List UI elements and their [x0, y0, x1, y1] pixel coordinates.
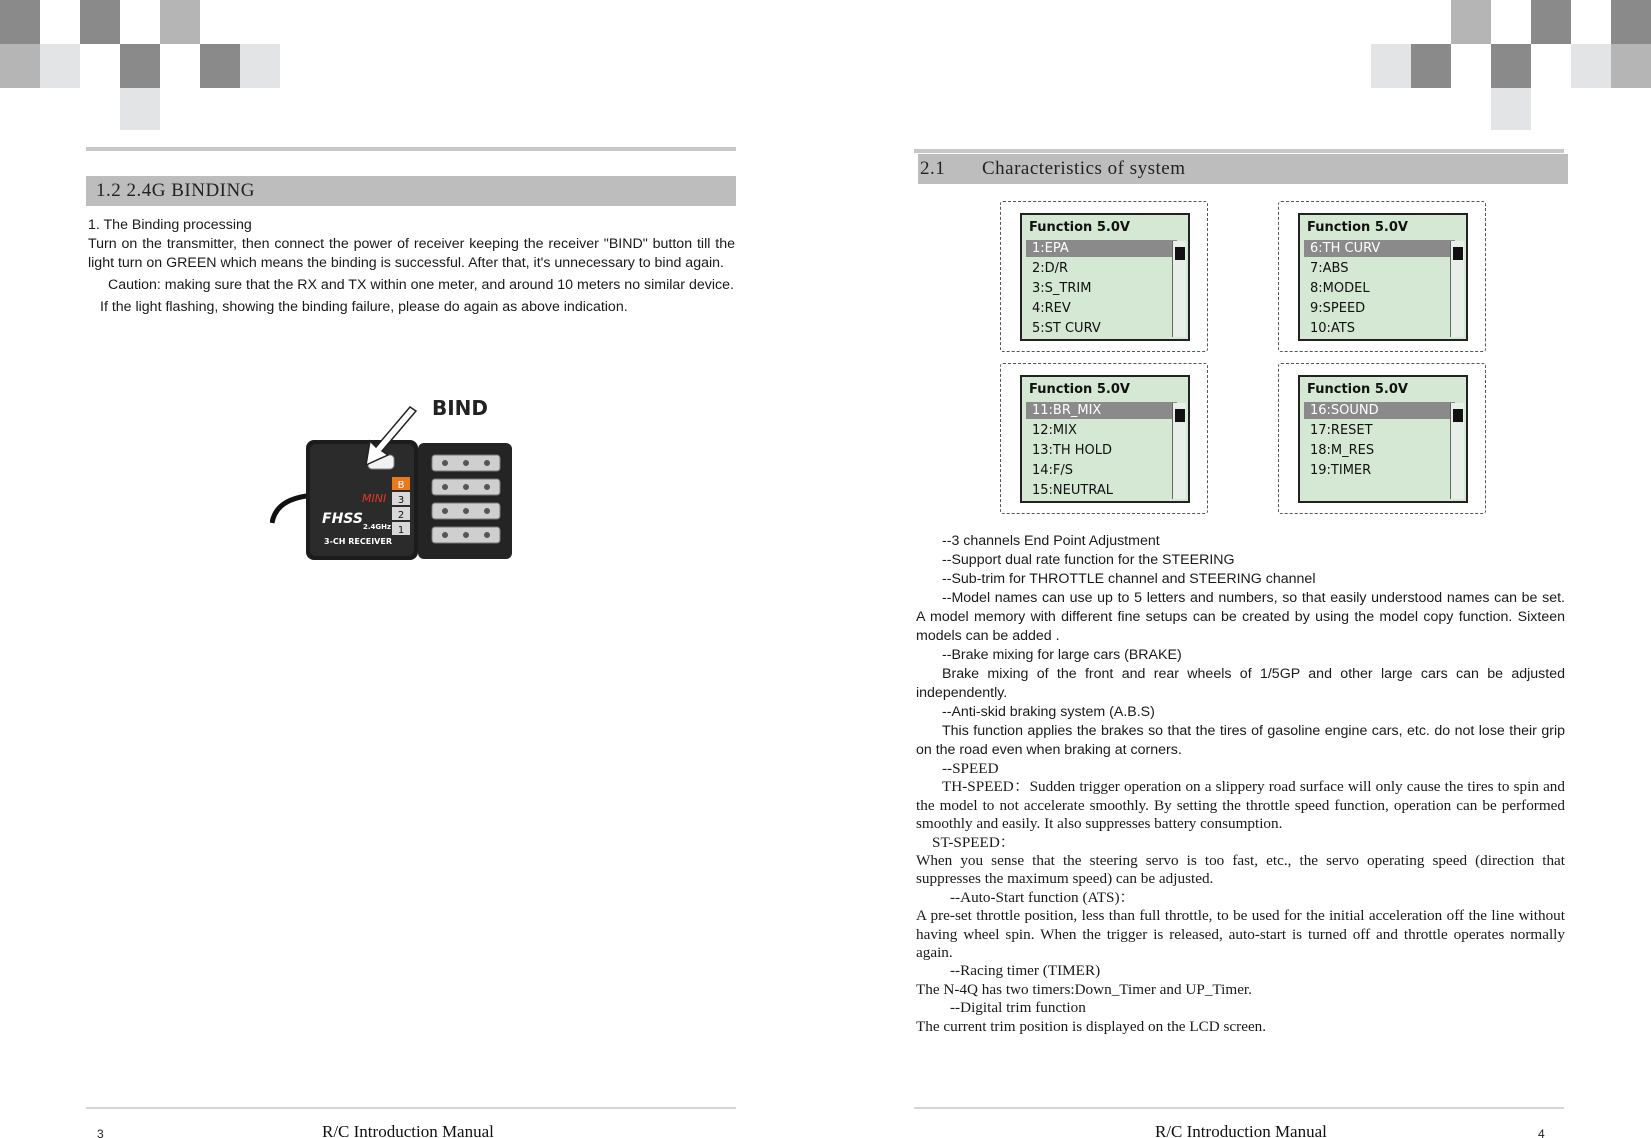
receiver-illustration — [270, 395, 520, 570]
subheading: 1. The Binding processing — [88, 217, 252, 233]
section-title-text: 2.1 Characteristics of system — [920, 158, 1186, 179]
feature-description: A pre-set throttle position, less than full throttle, to be used for the initial acceleration off the line without having wheel spin. When the trigger is released, auto-start is turned off and throttle operates normally again. — [916, 907, 1565, 962]
deco-square — [80, 0, 120, 44]
deco-square — [1491, 44, 1531, 88]
lcd-item[interactable]: 13:TH HOLD — [1032, 443, 1113, 458]
lcd-frame — [1000, 363, 1208, 514]
lcd-item[interactable]: 17:RESET — [1310, 423, 1373, 438]
section-title — [918, 154, 1568, 184]
deco-square — [1371, 44, 1411, 88]
lcd-scrollbar[interactable] — [1450, 241, 1464, 337]
lcd-scrollbar[interactable] — [1450, 403, 1464, 499]
deco-square — [1611, 0, 1651, 44]
lcd-item[interactable]: 19:TIMER — [1310, 463, 1372, 478]
channel-label: 3 — [397, 495, 405, 506]
feature-heading: --Racing timer (TIMER) — [950, 962, 1101, 980]
deco-square — [200, 44, 240, 88]
feature-heading: ST-SPEED： — [932, 833, 1015, 851]
footer-rule — [86, 1107, 736, 1109]
footer-title: R/C Introduction Manual — [322, 1122, 494, 1138]
feature-item: --Anti-skid braking system (A.B.S) — [942, 704, 1155, 720]
features-section — [916, 532, 1565, 1036]
paragraph: If the light flashing, showing the binding failure, please do again as above indication. — [100, 299, 628, 315]
lcd-title: Function 5.0V — [1029, 220, 1130, 235]
lcd-item-selected[interactable]: 6:TH CURV — [1304, 240, 1455, 257]
deco-square — [120, 44, 160, 88]
deco-square — [160, 0, 200, 44]
band-label: 2.4GHz — [363, 523, 392, 531]
lcd-item[interactable]: 18:M_RES — [1310, 443, 1375, 458]
lcd-screen — [1298, 213, 1468, 341]
lcd-item[interactable]: 2:D/R — [1032, 261, 1069, 276]
lcd-item-selected[interactable]: 1:EPA — [1026, 240, 1177, 257]
feature-item: --Support dual rate function for the STEERING — [942, 552, 1235, 568]
deco-square — [0, 44, 40, 88]
paragraph: Turn on the transmitter, then connect the power of receiver keeping the receiver "BIND" button till the light turn on GREEN which means the binding is successful. After that, it's unnecessary to bind again. — [88, 236, 735, 271]
page-number: 4 — [1538, 1127, 1545, 1138]
lcd-item[interactable]: 4:REV — [1032, 301, 1071, 316]
lcd-scroll-thumb — [1175, 247, 1185, 260]
lcd-item-selected[interactable]: 11:BR_MIX — [1026, 402, 1177, 419]
deco-square — [1531, 0, 1571, 44]
feature-description: The current trim position is displayed on the LCD screen. — [916, 1017, 1267, 1035]
deco-square — [240, 44, 280, 88]
lcd-screen — [1020, 213, 1190, 341]
binding-text — [88, 216, 735, 317]
channel-label: B — [397, 480, 405, 491]
lcd-title: Function 5.0V — [1029, 382, 1130, 397]
lcd-scroll-thumb — [1175, 409, 1185, 422]
feature-description: The N-4Q has two timers:Down_Timer and UP_Timer. — [916, 980, 1252, 998]
lcd-item[interactable]: 12:MIX — [1032, 423, 1077, 438]
feature-description: When you sense that the steering servo is too fast, etc., the servo operating speed (direction that suppresses the maximum speed) can be adjusted. — [916, 852, 1565, 888]
feature-item: --3 channels End Point Adjustment — [942, 533, 1160, 549]
lcd-item[interactable]: 5:ST CURV — [1032, 321, 1101, 336]
footer-title: R/C Introduction Manual — [1155, 1122, 1327, 1138]
footer-rule — [914, 1107, 1564, 1109]
deco-square — [1611, 44, 1651, 88]
deco-square — [1491, 88, 1531, 130]
feature-item: --Model names can use up to 5 letters and numbers, so that easily understood names can be set. A model memory with different fine setups can be created by using the model copy function. Sixteen models can be added . — [916, 590, 1565, 644]
lcd-scrollbar[interactable] — [1172, 403, 1186, 499]
deco-square — [0, 0, 40, 44]
brand-label: FHSS — [322, 511, 363, 527]
lcd-scrollbar[interactable] — [1172, 241, 1186, 337]
feature-heading: --Auto-Start function (ATS)： — [950, 888, 1135, 906]
lcd-frame — [1278, 363, 1486, 514]
deco-square — [120, 88, 160, 130]
feature-description: TH-SPEED：Sudden trigger operation on a slippery road surface will only cause the tires to spin and the model to not accelerate smoothly. By setting the throttle speed function, operation can be performed smoothly and easily. It also suppresses battery consumption. — [916, 778, 1565, 833]
lcd-item[interactable]: 3:S_TRIM — [1032, 281, 1092, 296]
lcd-item[interactable]: 10:ATS — [1310, 321, 1355, 336]
deco-square — [40, 44, 80, 88]
deco-square — [1451, 0, 1491, 44]
lcd-item[interactable]: 9:SPEED — [1310, 301, 1366, 316]
deco-square — [1571, 44, 1611, 88]
lcd-frame — [1000, 201, 1208, 352]
lcd-screen — [1020, 375, 1190, 503]
series-label: MINI — [362, 492, 387, 505]
feature-item: --Brake mixing for large cars (BRAKE) — [942, 647, 1182, 663]
lcd-frame — [1278, 201, 1486, 352]
lcd-item[interactable]: 14:F/S — [1032, 463, 1074, 478]
bind-label: BIND — [432, 396, 489, 420]
lcd-title: Function 5.0V — [1307, 382, 1408, 397]
lcd-item-selected[interactable]: 16:SOUND — [1304, 402, 1455, 419]
feature-item: --Sub-trim for THROTTLE channel and STEERING channel — [942, 571, 1316, 587]
feature-description: This function applies the brakes so that the tires of gasoline engine cars, etc. do not lose their grip on the road even when braking at corners. — [916, 723, 1565, 758]
channel-label: 2 — [397, 510, 405, 521]
lcd-item[interactable]: 15:NEUTRAL — [1032, 483, 1113, 498]
channel-label: 1 — [397, 525, 405, 536]
lcd-scroll-thumb — [1453, 247, 1463, 260]
lcd-scroll-thumb — [1453, 409, 1463, 422]
feature-heading: --SPEED — [942, 760, 999, 777]
header-rule — [914, 149, 1564, 153]
receiver-model-label: 3-CH RECEIVER — [324, 537, 392, 546]
lcd-item[interactable]: 7:ABS — [1310, 261, 1349, 276]
feature-heading: --Digital trim function — [950, 999, 1086, 1017]
header-rule — [86, 147, 736, 151]
feature-description: Brake mixing of the front and rear wheels of 1/5GP and other large cars can be adjusted independently. — [916, 666, 1565, 701]
lcd-title: Function 5.0V — [1307, 220, 1408, 235]
caution-paragraph: Caution: making sure that the RX and TX within one meter, and around 10 meters no similar device. — [108, 277, 734, 293]
lcd-screen — [1298, 375, 1468, 503]
deco-square — [1411, 44, 1451, 88]
page-number: 3 — [97, 1127, 104, 1138]
lcd-item[interactable]: 8:MODEL — [1310, 281, 1370, 296]
section-title: 1.2 2.4G BINDING — [86, 176, 736, 206]
